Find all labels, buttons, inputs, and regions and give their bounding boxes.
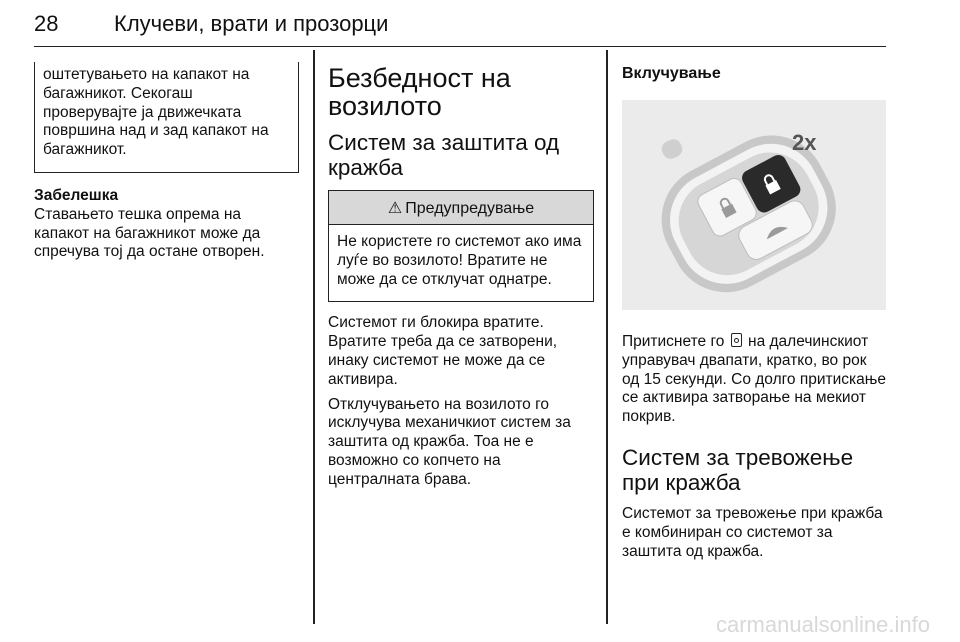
warning-text: Не користете го системот ако има луѓе во возилото! Вратите не може да се отклучат однатре. — [337, 233, 582, 288]
paragraph: Системот ги блокира вратите. Вратите треба да се затворени, инаку системот не може да се активира. — [328, 314, 558, 388]
page-number: 28 — [34, 11, 59, 36]
warning-box — [328, 190, 594, 302]
column-right — [622, 64, 888, 567]
warning-body — [329, 225, 593, 301]
continued-warning-box — [34, 62, 299, 173]
warning-icon: ⚠ — [387, 200, 403, 217]
paragraph: Системот за тревожење при кражба е комбиниран со системот за заштита од кражба. — [622, 504, 883, 560]
watermark: carmanualsonline.info — [715, 612, 930, 637]
chapter-title: Клучеви, врати и прозорци — [114, 11, 389, 36]
warning-title: Предупредување — [405, 200, 535, 217]
note-heading: Забелешка — [34, 186, 119, 204]
section-subtitle: Систем за заштита од кражба — [328, 130, 560, 180]
column-divider — [313, 50, 315, 624]
paragraph — [622, 333, 888, 427]
paragraph-end: на далечинскиот управувач двапати, кратко, во рок од 15 секунди. Со долго притискање се активира затворање на мекиот покрив. — [622, 333, 886, 426]
subsection-heading: Вклучување — [622, 65, 721, 82]
warning-header — [329, 191, 593, 225]
page-header — [34, 6, 886, 47]
column-left — [34, 64, 300, 268]
section-title: Безбедност на возилото — [328, 63, 511, 121]
column-middle — [328, 64, 596, 496]
lock-icon — [731, 333, 742, 347]
press-count-label: 2x — [792, 130, 817, 155]
paragraph-start: Притиснете го — [622, 333, 725, 350]
section-heading: Систем за тревожење при кражба — [622, 444, 854, 495]
note-text: Ставањето тешка опрема на капакот на багажникот може да спречува тој да остане отворен. — [34, 205, 265, 261]
box-text: оштетувањето на капакот на багажникот. Секогаш проверувајте ја движечката површина над и зад капакот на багажникот. — [43, 66, 269, 159]
column-divider — [606, 50, 608, 624]
paragraph: Отклучувањето на возилото го исклучува механичкиот систем за заштита од кражба. Тоа не е возможно со копчето на централната брава. — [328, 395, 571, 488]
key-fob-illustration — [622, 100, 886, 310]
